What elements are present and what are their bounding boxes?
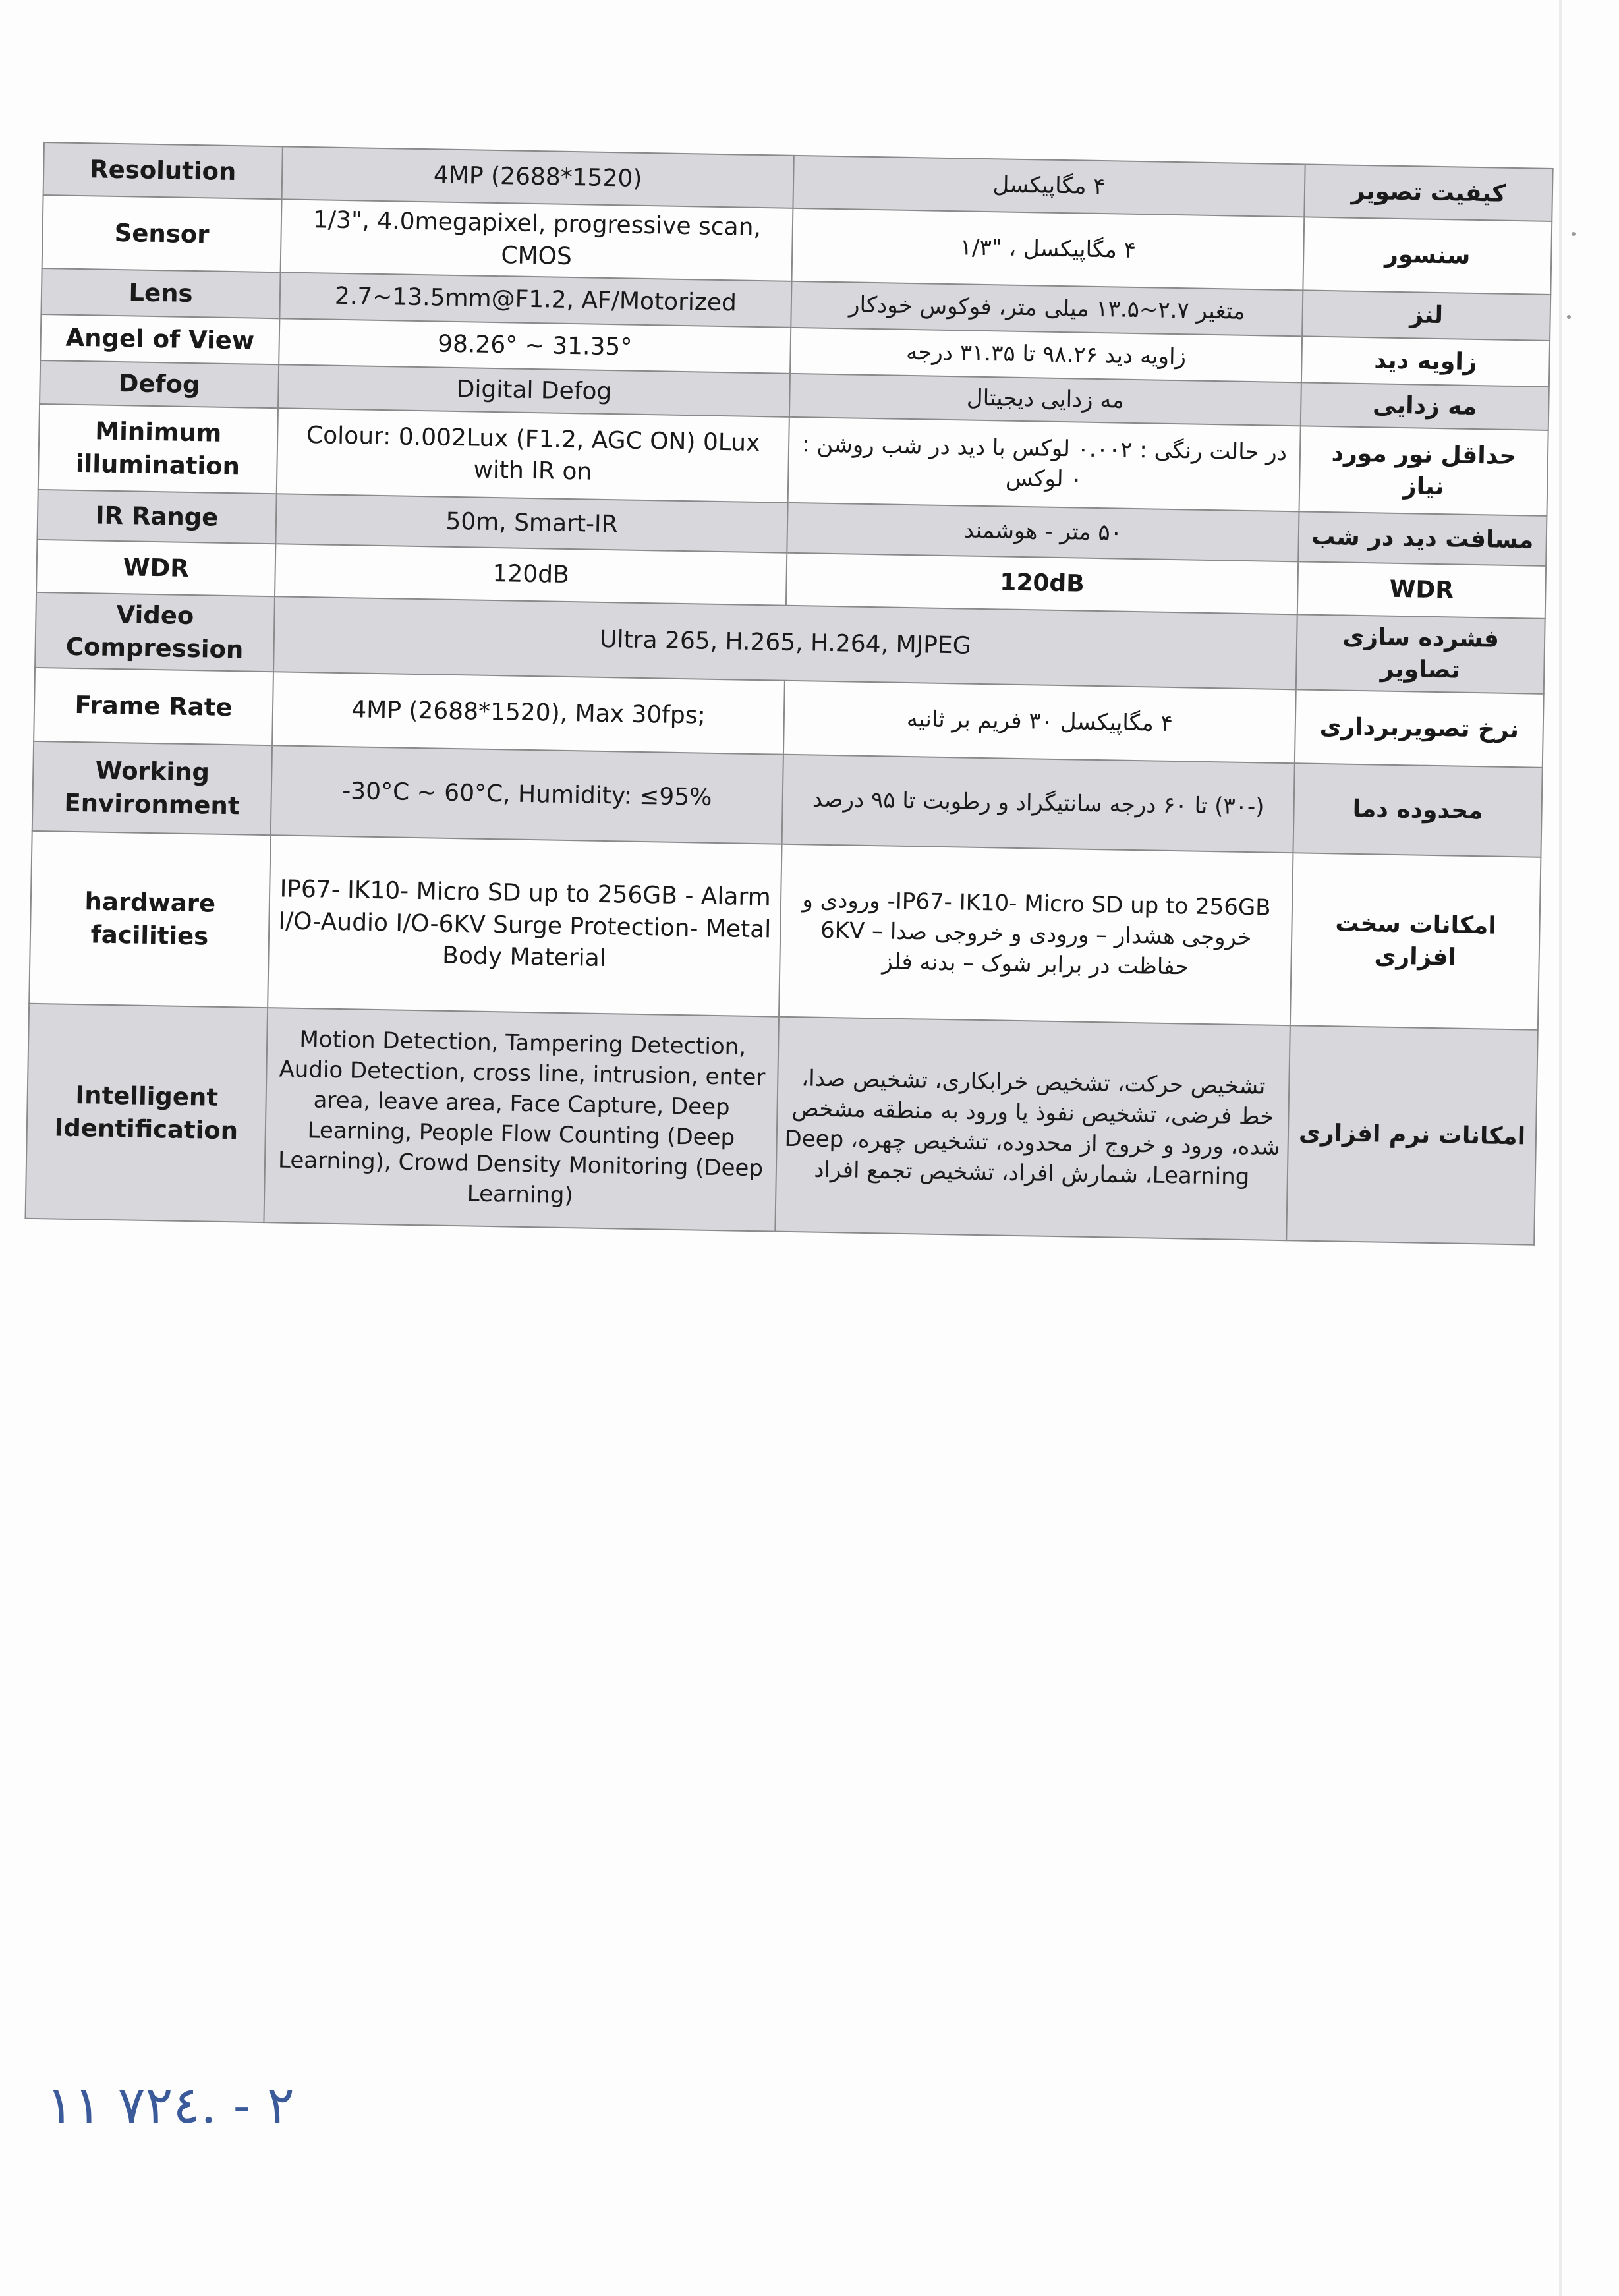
spec-label-en: Lens xyxy=(41,268,280,318)
handwritten-number: ۱۱ ۷۲٤. - ۲ xyxy=(46,2076,295,2135)
spec-label-fa: فشرده سازی تصاویر xyxy=(1296,615,1545,694)
scan-edge xyxy=(1559,0,1562,2296)
spec-value-fa: مه زدایی دیجیتال xyxy=(789,374,1301,426)
spec-value-fa: ۴ مگاپیکسل xyxy=(793,156,1305,217)
spec-value-en: 2.7~13.5mm@F1.2, AF/Motorized xyxy=(279,272,791,328)
spec-label-en: IR Range xyxy=(37,490,276,544)
spec-value-fa: 120dB xyxy=(786,553,1298,615)
spec-value-fa: زاویه دید ۹۸.۲۶ تا ۳۱.۳۵ درجه xyxy=(790,328,1302,383)
spec-value-en: 1/3", 4.0megapixel, progressive scan, CMOS xyxy=(281,199,793,281)
spec-label-en: Video Compression xyxy=(35,592,275,672)
spec-label-en: Angel of View xyxy=(40,314,279,364)
spec-value-fa: ۴ مگاپیکسل ، "۱/۳ xyxy=(791,208,1304,291)
spec-label-en: hardware facilities xyxy=(29,831,271,1008)
spec-label-fa: مه زدایی xyxy=(1301,383,1549,431)
spec-label-en: WDR xyxy=(36,540,275,596)
spec-value-fa: IP67- IK10- Micro SD up to 256GB- ورودی و خروجی هشدار – ورودی و خروجی صدا – 6KV حفاظت در برابر شوک – بدنه فلز xyxy=(779,844,1293,1026)
spec-value-en: 98.26° ~ 31.35° xyxy=(279,318,791,374)
spec-table xyxy=(24,142,1553,1246)
spec-label-fa: نرخ تصویربرداری xyxy=(1295,689,1544,768)
spec-value-merged: Ultra 265, H.265, H.264, MJPEG xyxy=(273,596,1297,689)
spec-value-fa: تشخیص حرکت، تشخیص خرابکاری، تشخیص صدا، خط فرضی، تشخیص نفوذ یا ورود به منطقه مشخص شده، ورود و خروج از محدوده، تشخیص چهره، Deep Learning، شمارش افراد، تشخیص تجمع افراد xyxy=(775,1017,1290,1240)
spec-label-fa: امکانات نرم افزاری xyxy=(1286,1025,1538,1245)
spec-label-fa: WDR xyxy=(1297,562,1546,619)
spec-value-en: 50m, Smart-IR xyxy=(275,494,787,553)
spec-value-en: -30°C ~ 60°C, Humidity: ≤95% xyxy=(271,745,783,844)
spec-label-en: Intelligent Identification xyxy=(25,1004,268,1222)
spec-value-fa: متغیر ۲.۷~۱۳.۵ میلی متر، فوکوس خودکار xyxy=(791,281,1303,337)
spec-value-en: Motion Detection, Tampering Detection, Audio Detection, cross line, intrusion, enter area, leave area, Face Capture, Deep Learning, People Flow Counting (Deep Learning), Crowd Density Monitoring (Deep Learning) xyxy=(264,1008,779,1231)
spec-value-fa: ۵۰ متر - هوشمند xyxy=(787,503,1299,562)
spec-value-en: 120dB xyxy=(275,544,787,606)
spec-label-fa: کیفیت تصویر xyxy=(1304,164,1552,221)
spec-value-en: 4MP (2688*1520), Max 30fps; xyxy=(272,672,785,755)
spec-label-fa: لنز xyxy=(1302,291,1550,341)
spec-label-en: Frame Rate xyxy=(34,668,273,745)
spec-label-en: Minimum illumination xyxy=(38,404,278,494)
spec-value-en: IP67- IK10- Micro SD up to 256GB - Alarm I/O-Audio I/O-6KV Surge Protection- Metal Body Material xyxy=(268,835,781,1017)
spec-value-en: 4MP (2688*1520) xyxy=(282,146,794,208)
scan-speck xyxy=(1572,232,1576,236)
spec-value-fa: ۴ مگاپیکسل ۳۰ فریم بر ثانیه xyxy=(783,681,1296,764)
spec-label-fa: امکانات سخت افزاری xyxy=(1290,853,1541,1030)
spec-label-en: Resolution xyxy=(43,142,283,199)
spec-label-fa: سنسور xyxy=(1303,217,1552,295)
spec-value-en: Colour: 0.002Lux (F1.2, AGC ON) 0Lux with IR on xyxy=(277,408,789,503)
spec-label-en: Sensor xyxy=(42,195,282,272)
spec-label-fa: محدوده دما xyxy=(1293,763,1542,857)
table-row xyxy=(29,831,1541,1030)
spec-label-en: Defog xyxy=(40,360,279,408)
table-row xyxy=(25,1004,1537,1245)
spec-label-fa: حداقل نور مورد نیاز xyxy=(1299,426,1548,517)
spec-value-fa: در حالت رنگی : ۰.۰۰۲ لوکس با دید در شب روشن : ۰ لوکس xyxy=(788,417,1301,512)
spec-label-fa: زاویه دید xyxy=(1301,337,1550,387)
spec-value-en: Digital Defog xyxy=(278,364,790,417)
spec-label-en: Working Environment xyxy=(32,741,272,835)
spec-value-fa: (-۳۰) تا ۶۰ درجه سانتیگراد و رطوبت تا ۹۵ درصد xyxy=(782,755,1295,853)
scan-speck xyxy=(1567,315,1571,319)
spec-label-fa: مسافت دید در شب xyxy=(1298,512,1547,567)
